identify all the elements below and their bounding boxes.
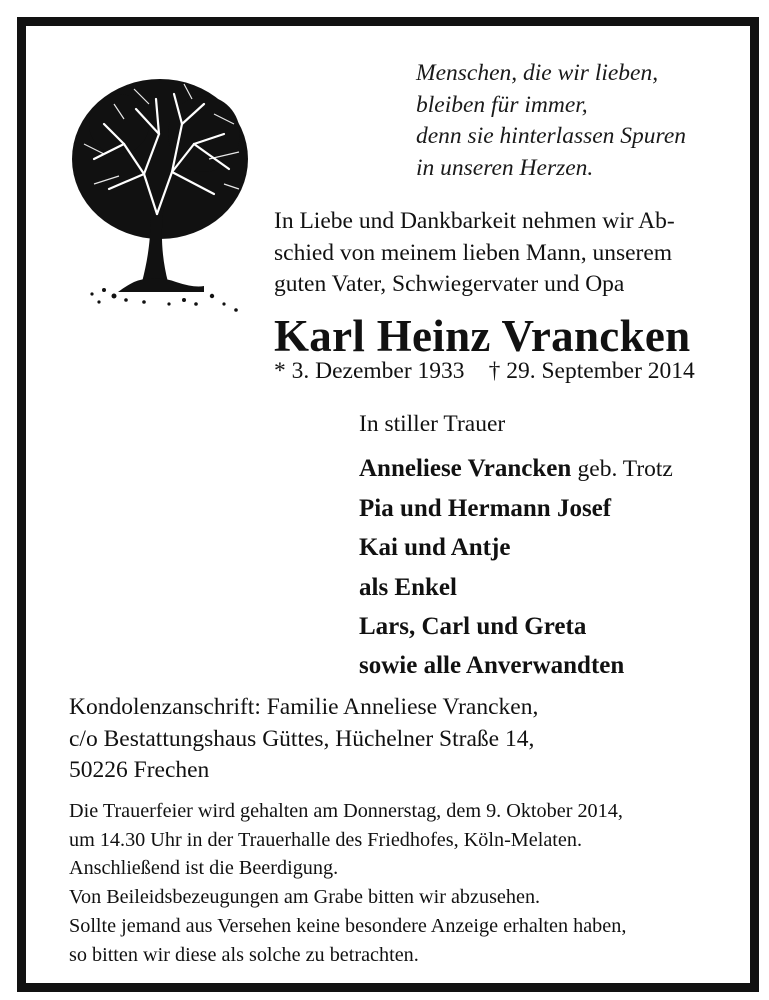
family-line-wife — [359, 449, 673, 489]
notice-line: Sollte jemand aus Versehen keine besondere Anzeige erhalten haben, — [69, 914, 627, 937]
quote-line: in unseren Herzen. — [416, 154, 594, 181]
deceased-name: Karl Heinz Vrancken — [274, 311, 691, 361]
death-date: † 29. September 2014 — [488, 358, 695, 384]
notice-line: um 14.30 Uhr in der Trauerhalle des Friedhofes, Köln-Melaten. — [69, 828, 582, 851]
birth-date: * 3. Dezember 1933 — [274, 358, 465, 384]
quote-line: denn sie hinterlassen Spuren — [416, 123, 686, 149]
family-line: Kai und Antje — [359, 534, 511, 562]
intro-line: In Liebe und Dankbarkeit nehmen wir Ab- — [274, 208, 675, 234]
family-line: sowie alle Anverwandten — [359, 652, 625, 680]
wife-name: Anneliese Vrancken — [359, 455, 572, 482]
notice-line: Die Trauerfeier wird gehalten am Donnerstag, dem 9. Oktober 2014, — [69, 800, 623, 822]
life-dates — [274, 356, 695, 386]
condolence-address — [69, 692, 538, 787]
address-line: 50226 Frechen — [69, 757, 210, 783]
obituary-frame — [17, 17, 759, 992]
intro-line: schied von meinem lieben Mann, unserem — [274, 239, 673, 266]
address-line: c/o Bestattungshaus Güttes, Hüchelner Straße 14, — [69, 725, 535, 752]
quote-line: bleiben für immer, — [416, 91, 588, 118]
wife-maiden-name: geb. Trotz — [577, 456, 673, 482]
family-line: Pia und Hermann Josef — [359, 495, 612, 523]
intro-line: guten Vater, Schwiegervater und Opa — [274, 271, 625, 297]
family-line: Lars, Carl und Greta — [359, 612, 587, 640]
intro-text — [274, 206, 675, 301]
memorial-quote — [416, 58, 686, 184]
address-line: Kondolenzanschrift: Familie Anneliese Vrancken, — [69, 694, 539, 720]
funeral-notice — [69, 797, 729, 969]
notice-line: so bitten wir diese als solche zu betrachten. — [69, 943, 419, 966]
mourning-label: In stiller Trauer — [359, 411, 506, 437]
tree-icon — [64, 64, 248, 314]
quote-line: Menschen, die wir lieben, — [416, 60, 659, 86]
notice-line: Von Beileidsbezeugungen am Grabe bitten wir abzusehen. — [69, 886, 541, 909]
family-line: als Enkel — [359, 573, 457, 601]
notice-line: Anschließend ist die Beerdigung. — [69, 857, 339, 880]
family-list — [359, 449, 673, 685]
